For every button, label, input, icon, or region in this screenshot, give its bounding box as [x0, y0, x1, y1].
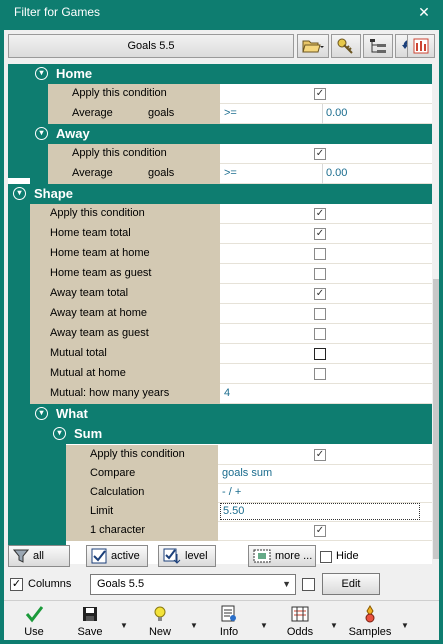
one-character-checkbox[interactable]: ✓	[315, 525, 325, 536]
samples-label: Samples	[348, 626, 392, 638]
row-label: Calculation	[66, 483, 218, 503]
row-label: Mutual: how many years	[30, 384, 220, 404]
select-option-checkbox[interactable]	[302, 578, 315, 591]
info-button[interactable]	[204, 605, 254, 638]
row-label: Average goals	[48, 104, 220, 124]
shape-row[interactable]	[30, 264, 432, 284]
shape-checkbox[interactable]	[314, 328, 326, 340]
divider	[322, 104, 323, 124]
divider	[322, 164, 323, 184]
columns-label: Columns	[28, 578, 72, 590]
hide-label: Hide	[336, 550, 359, 562]
shape-band	[8, 204, 30, 564]
save-label: Save	[77, 626, 103, 638]
shape-row[interactable]	[30, 384, 432, 404]
home-operator[interactable]: >=	[224, 107, 237, 119]
sum-apply-checkbox[interactable]: ✓	[315, 449, 325, 460]
shape-row[interactable]	[30, 204, 432, 224]
chevron-down-icon: ▾	[35, 67, 48, 80]
row-label: 1 character	[66, 521, 218, 541]
floppy-disk-icon	[82, 606, 98, 622]
row-label: Apply this condition	[48, 84, 220, 104]
info-document-icon	[221, 605, 237, 623]
shape-checkbox[interactable]	[314, 248, 326, 260]
shape-row[interactable]	[30, 284, 432, 304]
shape-checkbox[interactable]	[314, 348, 326, 360]
condition-grid	[8, 64, 432, 564]
samples-icon	[361, 605, 379, 623]
mutual-years-value[interactable]: 4	[224, 387, 231, 399]
samples-dropdown-icon[interactable]: ▼	[401, 621, 409, 630]
away-band	[30, 144, 48, 184]
filter-buttons-bar	[4, 543, 439, 569]
funnel-icon	[13, 548, 29, 564]
home-average-row[interactable]	[48, 104, 432, 124]
scrollbar-thumb[interactable]	[433, 279, 439, 559]
row-label: Limit	[66, 502, 218, 522]
tree-structure-icon	[369, 38, 387, 54]
sum-row[interactable]	[66, 483, 432, 503]
section-title-sum: Sum	[74, 426, 103, 441]
tree-band	[8, 64, 30, 178]
filter-select[interactable]	[90, 574, 296, 595]
all-button[interactable]	[8, 545, 70, 567]
row-label: Mutual at home	[30, 364, 220, 384]
row-label: Home team as guest	[30, 264, 220, 284]
client-area	[4, 30, 439, 640]
filter-name-button[interactable]: Goals 5.5	[8, 34, 294, 58]
row-label: Mutual total	[30, 344, 220, 364]
new-label: New	[148, 626, 171, 638]
section-title-away: Away	[56, 126, 90, 141]
level-label: level	[185, 550, 208, 562]
away-apply-row[interactable]	[48, 144, 432, 164]
hide-checkbox[interactable]	[320, 551, 332, 563]
shape-checkbox[interactable]: ✓	[315, 228, 325, 239]
use-label: Use	[24, 626, 44, 638]
level-button[interactable]	[158, 545, 216, 567]
more-button[interactable]	[248, 545, 316, 567]
row-label: Home team at home	[30, 244, 220, 264]
lightbulb-icon	[152, 605, 168, 623]
shape-row[interactable]	[30, 304, 432, 324]
save-button[interactable]	[65, 605, 115, 638]
row-label: Apply this condition	[66, 445, 218, 465]
info-label: Info	[219, 626, 239, 638]
sum-row[interactable]	[66, 521, 432, 541]
vertical-scrollbar[interactable]	[432, 64, 439, 564]
limit-input[interactable]: 5.50	[220, 503, 420, 520]
shape-checkbox[interactable]	[314, 368, 326, 380]
row-label: Away team as guest	[30, 324, 220, 344]
row-label: Away team total	[30, 284, 220, 304]
row-label: Compare	[66, 464, 218, 484]
odds-button[interactable]	[275, 605, 325, 638]
away-apply-checkbox[interactable]: ✓	[315, 148, 325, 159]
chevron-down-icon: ▾	[35, 407, 48, 420]
shape-row[interactable]	[30, 224, 432, 244]
shape-row[interactable]	[30, 244, 432, 264]
shape-row[interactable]	[30, 364, 432, 384]
active-label: active	[111, 550, 140, 562]
sum-row[interactable]	[66, 464, 432, 484]
toolbar	[4, 30, 439, 62]
section-title-shape: Shape	[34, 186, 74, 201]
action-bar	[4, 600, 439, 640]
away-operator[interactable]: >=	[224, 167, 237, 179]
chevron-down-icon: ▾	[53, 427, 66, 440]
section-title-home: Home	[56, 66, 93, 81]
away-average-row[interactable]	[48, 164, 432, 184]
samples-button[interactable]	[344, 605, 396, 638]
save-dropdown-icon[interactable]: ▼	[120, 621, 128, 630]
open-folder-icon	[302, 38, 324, 54]
odds-dropdown-icon[interactable]: ▼	[330, 621, 338, 630]
title-bar	[0, 0, 443, 24]
row-label: Apply this condition	[48, 144, 220, 164]
new-dropdown-icon[interactable]: ▼	[190, 621, 198, 630]
row-label: Home team total	[30, 224, 220, 244]
column-chart-icon	[413, 38, 429, 54]
section-header-sum[interactable]	[48, 424, 432, 444]
average-sub-label: goals	[148, 167, 175, 179]
away-average-value[interactable]: 0.00	[326, 167, 348, 179]
key-icon	[337, 38, 355, 54]
shape-checkbox[interactable]: ✓	[315, 208, 325, 219]
row-label: Apply this condition	[30, 204, 220, 224]
average-sub-label: goals	[148, 107, 175, 119]
edit-button[interactable]: Edit	[322, 573, 380, 595]
columns-bar	[4, 571, 439, 597]
dotted-box-icon	[253, 549, 271, 563]
shape-checkbox[interactable]: ✓	[315, 288, 325, 299]
use-button[interactable]	[9, 605, 59, 638]
active-button[interactable]	[86, 545, 148, 567]
info-dropdown-icon[interactable]: ▼	[260, 621, 268, 630]
home-band	[30, 84, 48, 124]
section-header-home[interactable]	[30, 64, 432, 84]
new-button[interactable]	[135, 605, 185, 638]
odds-label: Odds	[286, 626, 314, 638]
more-label: more ...	[275, 550, 313, 562]
odds-icon	[291, 606, 309, 622]
shape-checkbox[interactable]	[314, 308, 326, 320]
chevron-down-icon: ▾	[35, 127, 48, 140]
close-button[interactable]: ✕	[418, 4, 430, 20]
calculation-value[interactable]: - / +	[222, 486, 242, 498]
column-chart-button[interactable]	[407, 34, 435, 58]
shape-row[interactable]	[30, 324, 432, 344]
filter-select-value: Goals 5.5	[97, 578, 145, 590]
compare-value[interactable]: goals sum	[222, 467, 273, 479]
section-header-shape[interactable]	[8, 184, 432, 204]
section-header-away[interactable]	[30, 124, 432, 144]
home-apply-row[interactable]	[48, 84, 432, 104]
chevron-down-icon: ▾	[13, 187, 26, 200]
tree-structure-button[interactable]	[363, 34, 393, 58]
checkmark-icon	[25, 605, 43, 623]
checkbox-icon	[91, 548, 107, 564]
sum-row[interactable]	[66, 502, 432, 522]
home-apply-checkbox[interactable]: ✓	[315, 88, 325, 99]
open-folder-button[interactable]	[297, 34, 329, 58]
all-label: all	[33, 550, 45, 562]
section-header-what[interactable]	[30, 404, 432, 424]
shape-checkbox[interactable]	[314, 268, 326, 280]
window-title: Filter for Games	[14, 5, 101, 19]
row-label: Average goals	[48, 164, 220, 184]
key-button[interactable]	[331, 34, 361, 58]
checkbox-level-icon	[163, 548, 181, 564]
row-label: Away team at home	[30, 304, 220, 324]
shape-row[interactable]	[30, 344, 432, 364]
sum-row[interactable]	[66, 445, 432, 465]
home-average-value[interactable]: 0.00	[326, 107, 348, 119]
section-title-what: What	[56, 406, 88, 421]
chevron-down-icon: ▼	[282, 579, 291, 589]
columns-checkbox[interactable]: ✓	[11, 578, 22, 590]
